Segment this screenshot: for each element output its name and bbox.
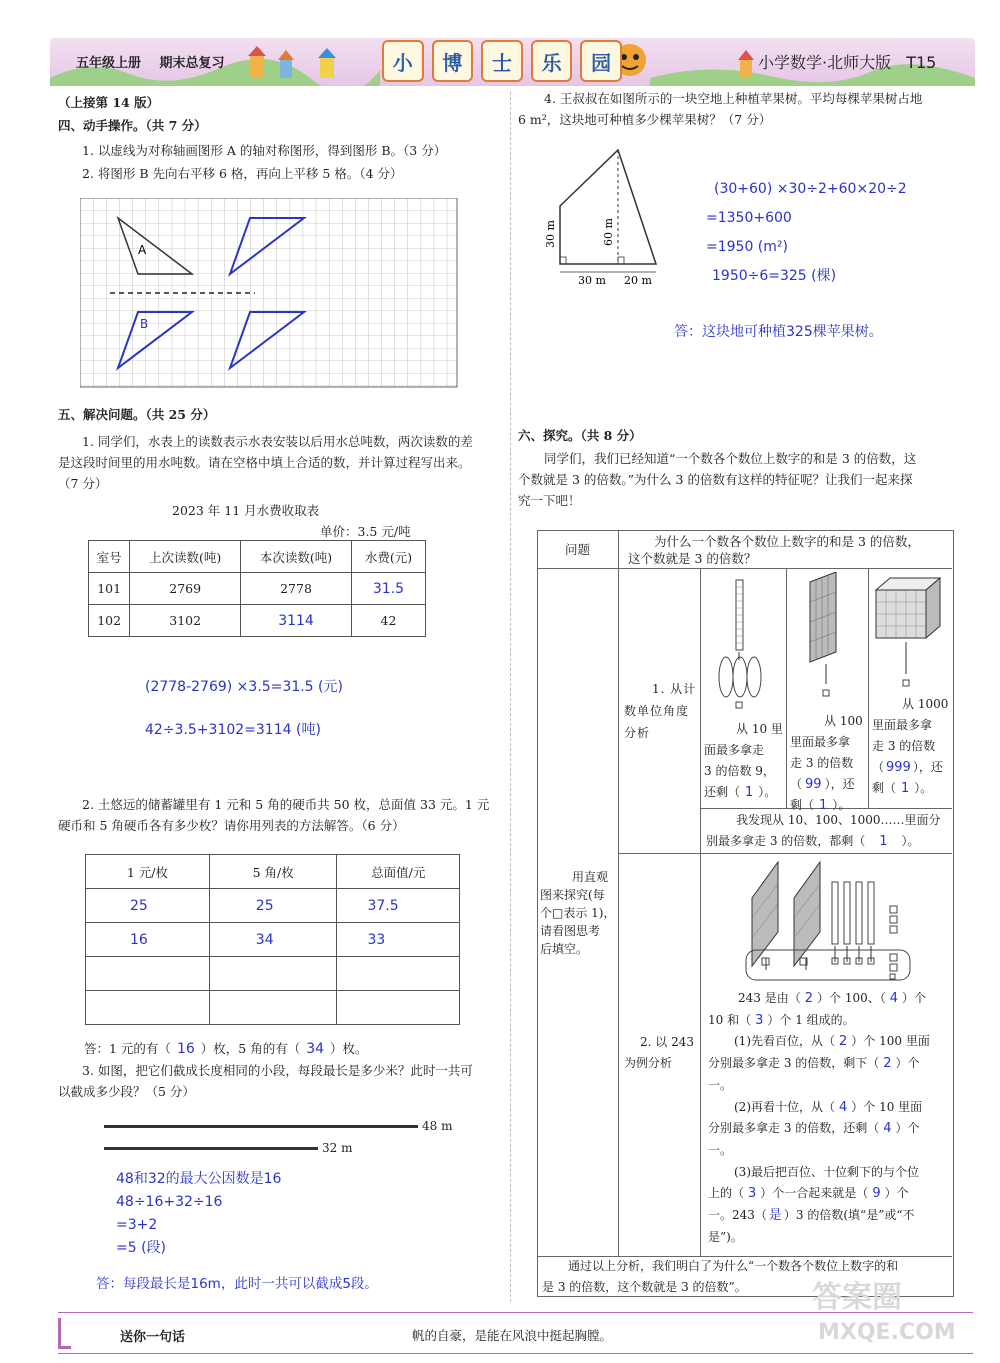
q1-answer-2: 42÷3.5+3102=3114 (吨) <box>145 722 321 738</box>
q1-line3: （7 分） <box>58 476 108 491</box>
table-cell-answer: 25 <box>86 889 210 923</box>
unit-100-line: ）。 <box>832 798 851 812</box>
col-divider <box>700 853 701 1256</box>
analysis-value: 3 <box>755 1012 764 1028</box>
finding-line: 别最多拿走 3 的倍数，都剩（ <box>706 834 866 848</box>
unit-100-line: 剩（ <box>790 798 815 812</box>
analysis-text: 一。 <box>708 1077 733 1092</box>
analysis-text: 一。243（ <box>708 1208 767 1223</box>
analysis-text: 分别最多拿走 3 的倍数，剩下（ <box>708 1056 880 1071</box>
page-header <box>50 38 975 86</box>
q2-answer-text: ）枚。 <box>330 1041 368 1056</box>
analysis-text: (1)先看百位，从（ <box>734 1034 835 1049</box>
analysis-value: 4 <box>889 991 899 1006</box>
banner-char: 博 <box>432 40 474 82</box>
table-row <box>89 605 426 637</box>
q3-step: =3+2 <box>116 1217 158 1233</box>
q2-line2: 硬币和 5 角硬币各有多少枚？请你用列表的方法解答。（6 分） <box>58 818 405 833</box>
analysis-value: 3 <box>748 1186 757 1202</box>
q4-solution <box>706 175 907 291</box>
analysis-text: 上的（ <box>708 1186 745 1201</box>
unit-10-text <box>704 719 784 803</box>
column-divider <box>510 92 511 1302</box>
analysis-text: 一。 <box>708 1142 733 1157</box>
unit-1000-value: 999 <box>886 760 911 775</box>
analysis-text: ）个 <box>884 1186 909 1201</box>
section6-title: 六、探究。（共 8 分） <box>518 428 642 443</box>
q1-answer-1: (2778-2769) ×3.5=31.5 (元) <box>145 679 343 695</box>
unit-1000-line: 走 3 的倍数 <box>872 739 936 753</box>
q2-answer-text: 答：1 元的有（ <box>84 1041 171 1056</box>
thousand-cube-illustration <box>872 572 948 690</box>
unit-1000-remainder: 1 <box>901 781 910 796</box>
table-cell: 2778 <box>241 573 352 605</box>
header-page: T15 <box>906 53 937 72</box>
table-row <box>89 541 426 573</box>
q2-answer <box>84 1038 368 1060</box>
q3-step: =5 (段) <box>116 1240 167 1256</box>
q4-step: =1950 (m²) <box>706 239 788 255</box>
method-line: 后填空。 <box>540 942 589 956</box>
row-divider <box>537 568 952 569</box>
analysis-text: ）个 100、（ <box>817 991 886 1005</box>
q3-line2: 以截成多少段？（5 分） <box>58 1084 195 1099</box>
analysis-value: 2 <box>804 991 814 1006</box>
coin-table <box>85 854 460 1025</box>
table1-unit: 单价：3.5 元/吨 <box>320 524 411 539</box>
rope-32 <box>104 1147 318 1150</box>
number-243-illustration <box>744 858 912 982</box>
analysis-text: ）个 <box>895 1121 920 1136</box>
unit-1000-line: 里面最多拿 <box>872 718 933 732</box>
method-line: 个□表示 1)， <box>540 906 616 920</box>
col-divider <box>618 530 619 1256</box>
finding-line: 我发现从 10、100、1000……里面分 <box>736 813 941 827</box>
unit-100-line: 从 100 <box>824 714 863 728</box>
q4-line2: 6 m²，这块地可种植多少棵苹果树？（7 分） <box>518 112 772 127</box>
part2-analysis <box>708 988 950 1248</box>
q2-answer-value: 34 <box>306 1041 325 1057</box>
dim-60m: 60 m <box>602 218 615 246</box>
q1-text <box>58 431 508 494</box>
finding-value: 1 <box>879 834 888 849</box>
problem-text <box>628 533 920 567</box>
dim-30m: 30 m <box>578 274 606 287</box>
table-cell-answer: 33 <box>337 923 460 957</box>
q3-step: 48和32的最大公因数是16 <box>116 1171 282 1187</box>
banner-char: 乐 <box>531 40 573 82</box>
table-row <box>86 991 460 1025</box>
analysis-value: 2 <box>839 1034 848 1050</box>
q2-answer-text: ）枚，5 角的有（ <box>200 1041 301 1056</box>
part1-label <box>624 678 696 744</box>
part1-line: 数单位角度 <box>624 704 690 718</box>
table-header: 总面值/元 <box>337 855 460 889</box>
unit-100-text <box>790 711 866 816</box>
q4-line1: 4. 王叔叔在如图所示的一块空地上种植苹果树。平均每棵苹果树占地 <box>544 91 923 106</box>
unit-1000-text <box>872 694 950 799</box>
q4-step: (30+60) ×30÷2+60×20÷2 <box>714 181 907 197</box>
q4-step: =1350+600 <box>706 210 792 226</box>
analysis-value: 4 <box>839 1099 848 1115</box>
problem-line: 这个数就是 3 的倍数？ <box>628 551 757 566</box>
unit-100-line: （ <box>790 777 803 791</box>
rope-48 <box>104 1125 418 1128</box>
problem-label: 问题 <box>565 542 591 557</box>
col-divider <box>868 568 869 808</box>
rope-32-label: 32 m <box>322 1141 353 1155</box>
analysis-value: 9 <box>872 1186 881 1202</box>
land-figure <box>540 140 670 290</box>
table-cell: 101 <box>89 573 130 605</box>
grid-figure <box>80 198 460 390</box>
unit-10-line: 还剩（ <box>704 785 741 799</box>
analysis-text: ）个 <box>895 1056 920 1071</box>
banner-char: 士 <box>481 40 523 82</box>
row-divider <box>618 853 952 854</box>
rope-48-label: 48 m <box>422 1119 453 1133</box>
table-row <box>86 957 460 991</box>
part2-line: 2. 以 243 <box>640 1035 694 1049</box>
q2-line1: 2. 土悠远的储蓄罐里有 1 元和 5 角的硬币共 50 枚，总面值 33 元。1 元 <box>82 797 490 812</box>
unit-10-line: 从 10 里 <box>736 722 783 736</box>
footer-label: 送你一句话 <box>120 1330 186 1345</box>
continued-note: （上接第 14 版） <box>58 95 160 110</box>
conclusion-line: 通过以上分析，我们明白了为什么“一个数各个数位上数字的和 <box>568 1259 899 1273</box>
dim-20m: 20 m <box>624 274 652 287</box>
sec6-intro1: 同学们，我们已经知道“一个数各个数位上数字的和是 3 的倍数，这 <box>544 451 917 466</box>
unit-1000-line: ）。 <box>914 781 933 795</box>
table-header: 水费(元) <box>351 541 425 573</box>
q3-step: 48÷16+32÷16 <box>116 1194 223 1210</box>
unit-100-line: ），还 <box>824 777 855 791</box>
section4-title: 四、动手操作。（共 7 分） <box>58 118 207 133</box>
unit-100-line: 走 3 的倍数 <box>790 756 854 770</box>
unit-10-line: 3 的倍数 9， <box>704 764 775 778</box>
unit-100-line: 里面最多拿 <box>790 735 851 749</box>
header-grade: 五年级上册 <box>76 56 142 71</box>
analysis-text: 分别最多拿走 3 的倍数，还剩（ <box>708 1121 880 1136</box>
ten-rod-illustration <box>702 572 784 714</box>
col-divider <box>700 568 701 853</box>
footer-bracket <box>58 1318 71 1349</box>
table-header: 室号 <box>89 541 130 573</box>
footer-quote: 帆的自豪，是能在风浪中挺起胸膛。 <box>412 1328 613 1343</box>
q4-answer: 答：这块地可种植325棵苹果树。 <box>674 324 883 340</box>
table-cell-answer: 37.5 <box>337 889 460 923</box>
table-cell-answer: 31.5 <box>351 573 425 605</box>
q1-line1: 1. 同学们，水表上的读数表示水表安装以后用水总吨数，两次读数的差 <box>82 434 473 449</box>
analysis-value: 是 <box>768 1208 782 1224</box>
dim-30m-vertical: 30 m <box>544 220 557 248</box>
analysis-text: ）个 100 里面 <box>851 1034 930 1049</box>
part1-line: 分析 <box>624 726 651 740</box>
unit-1000-line: ），还 <box>912 760 943 774</box>
table-cell-answer: 25 <box>209 889 337 923</box>
table-header: 本次读数(吨) <box>241 541 352 573</box>
conclusion-line: 是 3 的倍数，这个数就是 3 的倍数”。 <box>542 1280 747 1294</box>
part2-line: 为例分析 <box>624 1056 673 1070</box>
finding-text <box>706 810 950 852</box>
section5-title: 五、解决问题。（共 25 分） <box>58 407 216 422</box>
q1-line2: 是这段时间里的用水吨数。请在空格中填上合适的数，并计算过程写出来。 <box>58 455 471 470</box>
table-header: 1 元/枚 <box>86 855 210 889</box>
header-review: 期末总复习 <box>159 56 225 71</box>
table-cell: 102 <box>89 605 130 637</box>
table-cell: 42 <box>351 605 425 637</box>
label-a: A <box>138 243 147 257</box>
analysis-text: ）3 的倍数(填“是”或“不 <box>783 1208 915 1223</box>
header-subject: 小学数学·北师大版 <box>758 53 892 72</box>
water-fee-table <box>88 540 426 637</box>
part2-label <box>624 1032 694 1074</box>
analysis-text: 243 是由（ <box>738 991 801 1005</box>
analysis-text: 是”)。 <box>708 1229 743 1244</box>
hundred-flat-illustration <box>790 572 866 704</box>
method-label <box>540 868 615 958</box>
sec6-intro2: 个数就是 3 的倍数。”为什么 3 的倍数有这样的特征呢？让我们一起来探 <box>518 472 913 487</box>
method-line: 图来探究(每 <box>540 888 605 902</box>
analysis-text: ）个一合起来就是（ <box>760 1186 869 1201</box>
unit-10-remainder: 1 <box>745 785 754 800</box>
table-cell: 3102 <box>130 605 241 637</box>
finding-line: ）。 <box>901 834 920 848</box>
unit-100-remainder: 1 <box>819 798 828 813</box>
part1-line: 1. 从计 <box>652 682 697 696</box>
table1-title: 2023 年 11 月水费收取表 <box>172 503 320 518</box>
table-header: 5 角/枚 <box>209 855 337 889</box>
analysis-value: 2 <box>883 1056 892 1072</box>
table-cell: 2769 <box>130 573 241 605</box>
unit-10-line: 面最多拿走 <box>704 743 765 757</box>
unit-1000-line: （ <box>872 760 885 774</box>
table-row <box>86 855 460 889</box>
q4-step: 1950÷6=325 (棵) <box>712 268 837 284</box>
analysis-text: 10 和（ <box>708 1012 752 1027</box>
table-row <box>89 573 426 605</box>
method-line: 用直观 <box>572 870 609 884</box>
q3-solution <box>116 1168 281 1260</box>
sec6-intro3: 究一下吧！ <box>518 493 581 508</box>
q2-answer-value: 16 <box>176 1041 195 1057</box>
table-row <box>86 923 460 957</box>
col-divider <box>786 568 787 808</box>
analysis-text: ）个 <box>902 991 927 1005</box>
watermark-logo: 答案圈 <box>812 1280 902 1315</box>
banner-title <box>382 40 622 82</box>
q3-final-answer: 答：每段最长是16m，此时一共可以截成5段。 <box>96 1276 378 1292</box>
analysis-text: (2)再看十位，从（ <box>734 1099 835 1114</box>
sec4-q1: 1. 以虚线为对称轴画图形 A 的轴对称图形，得到图形 B。（3 分） <box>82 143 447 158</box>
table-cell-answer: 16 <box>86 923 210 957</box>
banner-char: 小 <box>382 40 424 82</box>
analysis-text: ）个 10 里面 <box>851 1099 923 1114</box>
table-header: 上次读数(吨) <box>130 541 241 573</box>
table-cell-answer: 3114 <box>241 605 352 637</box>
label-b: B <box>140 317 149 331</box>
table-cell-answer: 34 <box>209 923 337 957</box>
unit-100-value: 99 <box>805 777 822 792</box>
unit-10-line: ）。 <box>758 785 777 799</box>
sec4-q2: 2. 将图形 B 先向右平移 6 格，再向上平移 5 格。（4 分） <box>82 166 403 181</box>
unit-1000-line: 剩（ <box>872 781 897 795</box>
unit-1000-line: 从 1000 <box>902 697 949 711</box>
method-line: 请看图思考 <box>540 924 601 938</box>
analysis-text: ）个 1 组成的。 <box>767 1012 855 1027</box>
table-row <box>86 889 460 923</box>
q3-line1: 3. 如图，把它们截成长度相同的小段，每段最长是多少米？此时一共可 <box>82 1063 473 1078</box>
analysis-text: (3)最后把百位、十位剩下的与个位 <box>734 1164 919 1179</box>
watermark-url: MXQE.COM <box>818 1320 956 1345</box>
banner-char: 园 <box>580 40 622 82</box>
problem-line: 为什么一个数各个数位上数字的和是 3 的倍数， <box>654 534 920 549</box>
analysis-value: 4 <box>883 1121 892 1137</box>
